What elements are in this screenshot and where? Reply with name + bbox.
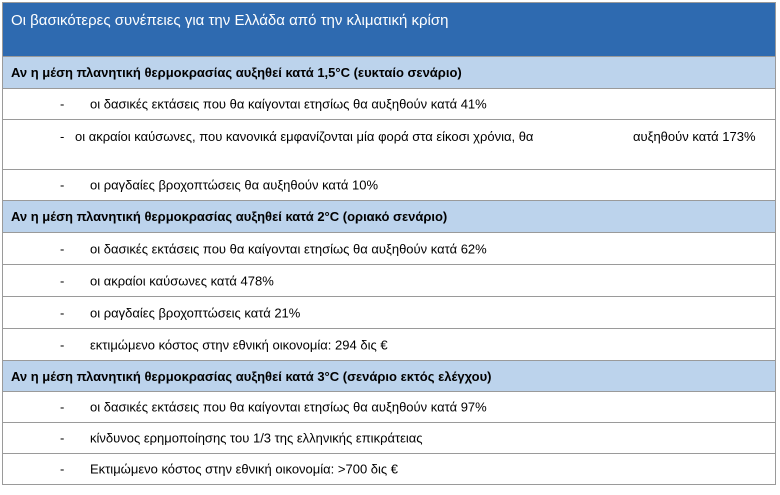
dash-marker: - bbox=[60, 337, 65, 352]
dash-marker: - bbox=[60, 430, 65, 446]
dash-marker: - bbox=[60, 461, 65, 477]
table-row bbox=[3, 454, 775, 484]
row-text: οι ακραίοι καύσωνες, που κανονικά εμφανίζονται μία φορά στα είκοσι χρόνια, θα bbox=[75, 129, 534, 144]
table-row bbox=[3, 297, 775, 329]
table-row bbox=[3, 329, 775, 361]
section-heading-1-5c: Αν η μέση πλανητική θερμοκρασίας αυξηθεί κατά 1,5°C (ευκταίο σενάριο) bbox=[3, 57, 775, 89]
dash-marker: - bbox=[60, 305, 65, 320]
row-text: οι δασικές εκτάσεις που θα καίγονται ετησίως θα αυξηθούν κατά 97% bbox=[90, 399, 487, 415]
table-row bbox=[3, 233, 775, 265]
section-heading-2c: Αν η μέση πλανητική θερμοκρασίας αυξηθεί κατά 2°C (οριακό σενάριο) bbox=[3, 201, 775, 233]
row-text: οι ραγδαίες βροχοπτώσεις θα αυξηθούν κατά 10% bbox=[90, 177, 379, 193]
table-title: Οι βασικότερες συνέπειες για την Ελλάδα από την κλιματική κρίση bbox=[3, 3, 775, 57]
table-row bbox=[3, 170, 775, 201]
row-text: οι δασικές εκτάσεις που θα καίγονται ετησίως θα αυξηθούν κατά 62% bbox=[90, 241, 487, 256]
dash-marker: - bbox=[60, 129, 65, 144]
consequences-table bbox=[2, 2, 776, 485]
row-text: οι δασικές εκτάσεις που θα καίγονται ετησίως θα αυξηθούν κατά 41% bbox=[90, 96, 487, 112]
table-row bbox=[3, 392, 775, 423]
table-row bbox=[3, 423, 775, 454]
dash-marker: - bbox=[60, 96, 65, 112]
table-row bbox=[3, 265, 775, 297]
table-row bbox=[3, 120, 775, 170]
row-text-tail: αυξηθούν κατά 173% bbox=[633, 129, 756, 144]
table-row bbox=[3, 89, 775, 120]
dash-marker: - bbox=[60, 177, 65, 193]
row-text: οι ακραίοι καύσωνες κατά 478% bbox=[90, 273, 274, 288]
row-text: Εκτιμώμενο κόστος στην εθνική οικονομία: >700 δις € bbox=[90, 461, 399, 477]
dash-marker: - bbox=[60, 399, 65, 415]
row-text: κίνδυνος ερημοποίησης του 1/3 της ελληνικής επικράτειας bbox=[90, 430, 423, 446]
row-text: εκτιμώμενο κόστος στην εθνική οικονομία: 294 δις € bbox=[90, 337, 388, 352]
row-text: οι ραγδαίες βροχοπτώσεις κατά 21% bbox=[90, 305, 301, 320]
dash-marker: - bbox=[60, 273, 65, 288]
section-heading-3c: Αν η μέση πλανητική θερμοκρασίας αυξηθεί κατά 3°C (σενάριο εκτός ελέγχου) bbox=[3, 361, 775, 392]
dash-marker: - bbox=[60, 241, 65, 256]
